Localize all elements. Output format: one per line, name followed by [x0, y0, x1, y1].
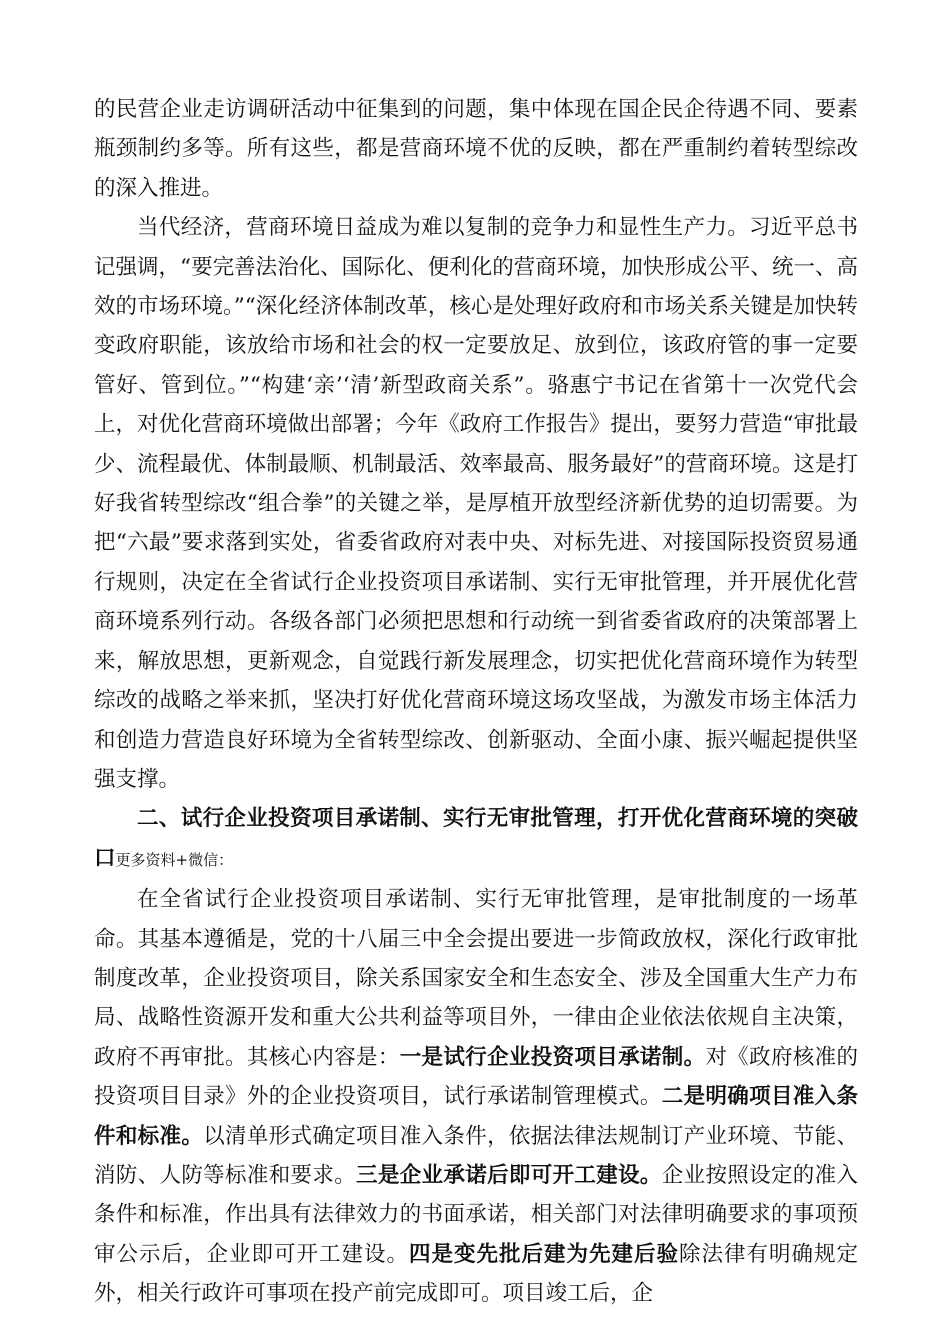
point-2-text: 以清单形式确定项目准入条件，依据法律法规制订产业环境、节能、消防、人防等标准和要求。	[94, 1123, 858, 1188]
point-4-text: 除法律有明确规定外，相关行政许可事项在投产前完成即可。项目竣工后，企	[94, 1241, 858, 1307]
point-4-bold: 四是变先批后建为先建后验	[408, 1241, 679, 1267]
document-page	[94, 90, 858, 1314]
section-heading	[94, 799, 858, 880]
point-1-text: 对《政府核准的投资项目目录》外的企业投资项目，试行承诺制管理模式。	[94, 1044, 858, 1110]
point-1-bold: 一是试行企业投资项目承诺制。	[399, 1044, 706, 1070]
point-3-bold: 三是企业承诺后即可开工建设。	[356, 1162, 662, 1188]
paragraph-1: 的民营企业走访调研活动中征集到的问题，集中体现在国企民企待遇不同、要素瓶颈制约多等。所有这些，都是营商环境不优的反映，都在严重制约着转型综改的深入推进。	[94, 97, 858, 201]
point-3-text: 企业按照设定的准入条件和标准，作出具有法律效力的书面承诺，相关部门对法律明确要求的事项预审公示后，企业即可开工建设。	[94, 1162, 858, 1267]
paragraph-3-intro: 在全省试行企业投资项目承诺制、实行无审批管理，是审批制度的一场革命。其基本遵循是，党的十八届三中全会提出要进一步简政放权，深化行政审批制度改革，企业投资项目，除关系国家安全和生态安全、涉及全国重大生产力布局、战略性资源开发和重大公共利益等项目外，一律由企业依法依规自主决策，政府不再审批。其核心内容是：	[94, 887, 858, 1070]
point-2-bold: 二是明确项目准入条件和标准。	[94, 1084, 858, 1149]
heading-note: 更多资料+微信：	[115, 850, 234, 869]
section-heading-text: 二、试行企业投资项目承诺制、实行无审批管理，打开优化营商环境的突破口	[94, 806, 858, 871]
paragraph-2: 当代经济，营商环境日益成为难以复制的竞争力和显性生产力。习近平总书记强调，“要完善法治化、国际化、便利化的营商环境，加快形成公平、统一、高效的市场环境。”“深化经济体制改革，核心是处理好政府和市场关系关键是加快转变政府职能，该放给市场和社会的权一定要放足、放到位，该政府管的事一定要管好、管到位。”“构建‘亲’‘清’新型政商关系”。骆惠宁书记在省第十一次党代会上，对优化营商环境做出部署；今年《政府工作报告》提出，要努力营造“审批最少、流程最优、体制最顺、机制最活、效率最高、服务最好”的营商环境。这是打好我省转型综改“组合拳”的关键之举，是厚植开放型经济新优势的迫切需要。为把“六最”要求落到实处，省委省政府对表中央、对标先进、对接国际投资贸易通行规则，决定在全省试行企业投资项目承诺制、实行无审批管理，并开展优化营商环境系列行动。各级各部门必须把思想和行动统一到省委省政府的决策部署上来，解放思想，更新观念，自觉践行新发展理念，切实把优化营商环境作为转型综改的战略之举来抓，坚决打好优化营商环境这场攻坚战，为激发市场主体活力和创造力营造良好环境为全省转型综改、创新驱动、全面小康、振兴崛起提供坚强支撑。	[94, 215, 858, 792]
paragraph-3	[94, 880, 858, 1313]
